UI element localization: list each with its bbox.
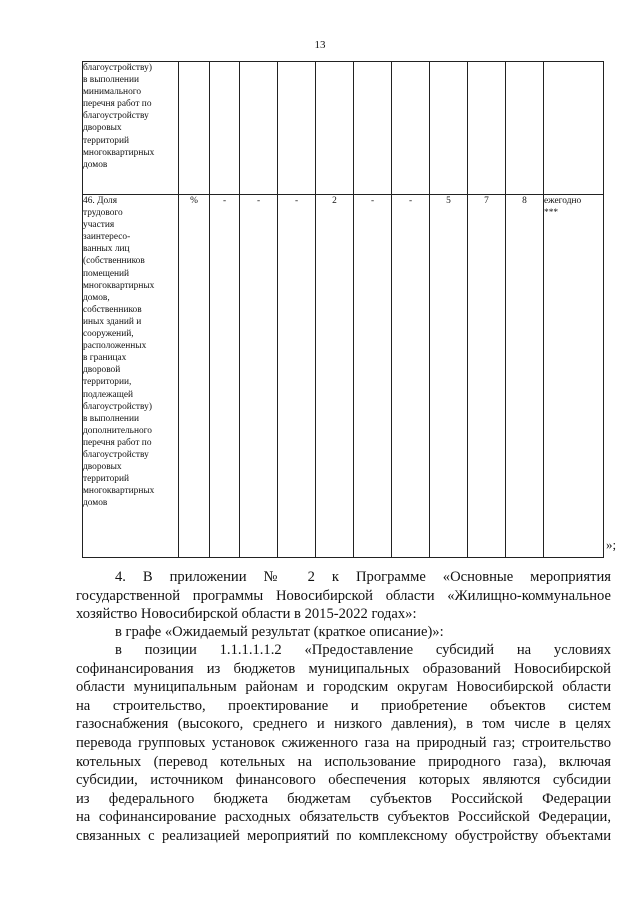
text-line: софинансирования из бюджетов муниципальных образований Новосибирской — [76, 660, 611, 677]
unit-cell: % — [179, 195, 210, 558]
body-paragraph — [76, 623, 611, 642]
table-cell — [354, 62, 392, 195]
table-cell — [430, 62, 468, 195]
table-cell — [179, 62, 210, 195]
table-cell: - — [354, 195, 392, 558]
text-line: газоснабжения (высокого, среднего и низкого давления), в том числе в целях — [76, 716, 611, 733]
table-cell — [210, 62, 240, 195]
text-line: на строительство, проектирование и приобретение объектов систем — [76, 697, 611, 714]
text-line: котельных (перевод котельных на использование природного газа), включая — [76, 753, 611, 770]
text-line: хозяйство Новосибирской области в 2015-2022 годах»: — [76, 606, 417, 623]
table-row — [83, 195, 604, 558]
table-cell: 7 — [468, 195, 506, 558]
text-line: на софинансирование расходных обязательств субъектов Российской Федерации, — [76, 809, 611, 826]
table-cell — [468, 62, 506, 195]
text-line: 4. В приложении № 2 к Программе «Основные мероприятия — [115, 569, 611, 585]
text-line: субсидии, источником финансового обеспечения которых являются субсидии — [76, 772, 611, 789]
text-line: государственной программы Новосибирской области «Жилищно-коммунальное — [76, 587, 611, 604]
table-cell — [392, 62, 430, 195]
table-cell: 8 — [506, 195, 544, 558]
text-line: в позиции 1.1.1.1.1.2 «Предоставление субсидий на условиях — [115, 642, 611, 658]
indicator-name: 46. Доля трудового участия заинтересо- ванных лиц (собственников помещений многоквартирных домов, собственников иных зданий и сооружений, расположенных в границах дворовой территории, подлежащей благоустройству) в выполнении дополнительного перечня работ по благоустройству дворовых территорий многоквартирных домов — [83, 196, 155, 509]
table-cell — [240, 62, 278, 195]
text-line: связанных с реализацией мероприятий по комплексному обустройству объектами — [76, 827, 611, 844]
indicators-table — [82, 61, 604, 558]
table-cell — [278, 62, 316, 195]
indicator-name: благоустройству) в выполнении минимального перечня работ по благоустройству дворовых территорий многоквартирных домов — [83, 63, 155, 170]
table-cell: - — [210, 195, 240, 558]
closing-quote-mark: »; — [606, 537, 617, 552]
table-cell: 5 — [430, 195, 468, 558]
body-paragraph — [76, 641, 611, 846]
table-cell: - — [392, 195, 430, 558]
table-cell — [316, 62, 354, 195]
page-number: 13 — [314, 39, 326, 51]
text-line: из федерального бюджета бюджетам субъектов Российской Федерации — [76, 790, 611, 807]
table-cell: - — [278, 195, 316, 558]
text-line: в графе «Ожидаемый результат (краткое описание)»: — [115, 624, 444, 640]
table-cell: - — [240, 195, 278, 558]
table-cell: 2 — [316, 195, 354, 558]
text-line: области муниципальным районам и городским округам Новосибирской области — [76, 679, 611, 696]
body-paragraph — [76, 568, 611, 624]
text-line: перевода групповых установок сжиженного газа на природный газ; строительство — [76, 734, 611, 751]
table-cell — [506, 62, 544, 195]
periodicity-cell: ежегодно *** — [544, 196, 582, 219]
table-row — [83, 62, 604, 195]
